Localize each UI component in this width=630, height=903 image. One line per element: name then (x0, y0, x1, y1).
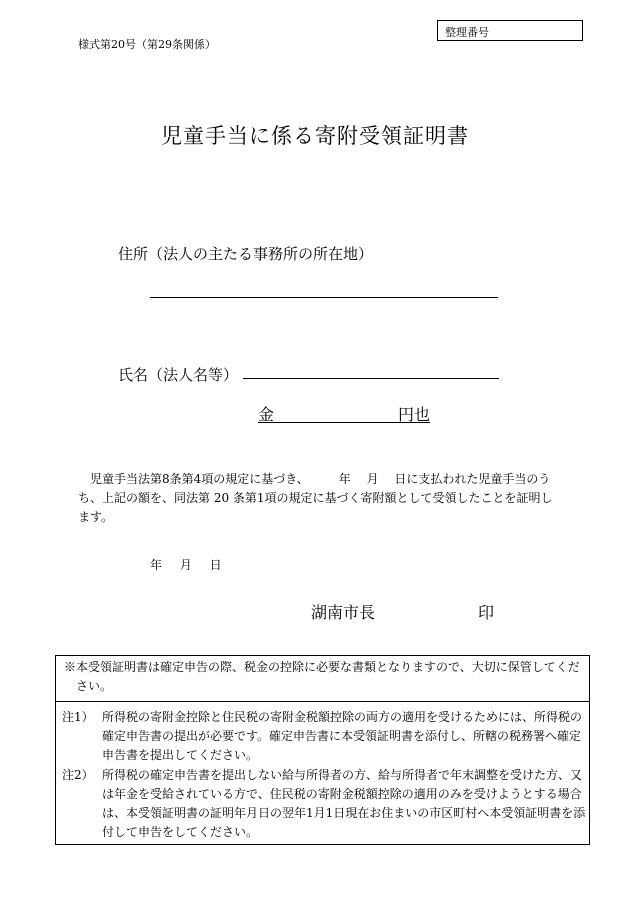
note-label: 注1） (62, 710, 94, 724)
amount-field[interactable] (258, 402, 430, 423)
issuer-name: 湖南市長 (311, 603, 376, 622)
note-item (62, 766, 587, 842)
notice-header: ※本受領証明書は確定申告の際、税金の控除に必要な書類となりますので、大切に保管してください。 (56, 656, 589, 702)
note-label: 注2） (62, 768, 94, 782)
name-label: 氏名（法人名等） (118, 366, 239, 384)
address-label: 住所（法人の主たる事務所の所在地） (118, 245, 374, 263)
certification-text: 児童手当法第8条第4項の規定に基づき、 年 月 日に支払われた児童手当のうち、上記の額を、同法第 20 条第1項の規定に基づく寄附額として受領したことを証明します。 (78, 472, 553, 524)
amount-suffix: 円也 (397, 405, 430, 424)
name-input-line[interactable] (243, 378, 499, 379)
issue-date: 年 月 日 (150, 558, 222, 572)
reference-number-box: 整理番号 (437, 20, 583, 41)
note-text: 所得税の確定申告書を提出しない給与所得者の方、給与所得者で年末調整を受けた方、又は年金を受給されている方で、住民税の寄附金税額控除の適用のみを受けようとする場合は、本受領証明書の証明年月日の翌年1月1日現在お住まいの市区町村へ本受領証明書を添付して申告をしてください。 (102, 768, 586, 839)
document-title: 児童手当に係る寄附受領証明書 (161, 124, 469, 148)
notice-box (55, 655, 590, 845)
note-item (62, 708, 587, 765)
amount-prefix: 金 (258, 405, 275, 424)
seal-mark: 印 (478, 603, 495, 622)
address-input-line[interactable] (150, 297, 498, 298)
note-text: 所得税の寄附金控除と住民税の寄附金税額控除の両方の適用を受けるためには、所得税の確定申告書の提出が必要です。確定申告書に本受領証明書を添付し、所轄の税務署へ確定申告書を提出してください。 (102, 710, 583, 762)
form-number: 様式第20号（第29条関係） (78, 38, 216, 51)
